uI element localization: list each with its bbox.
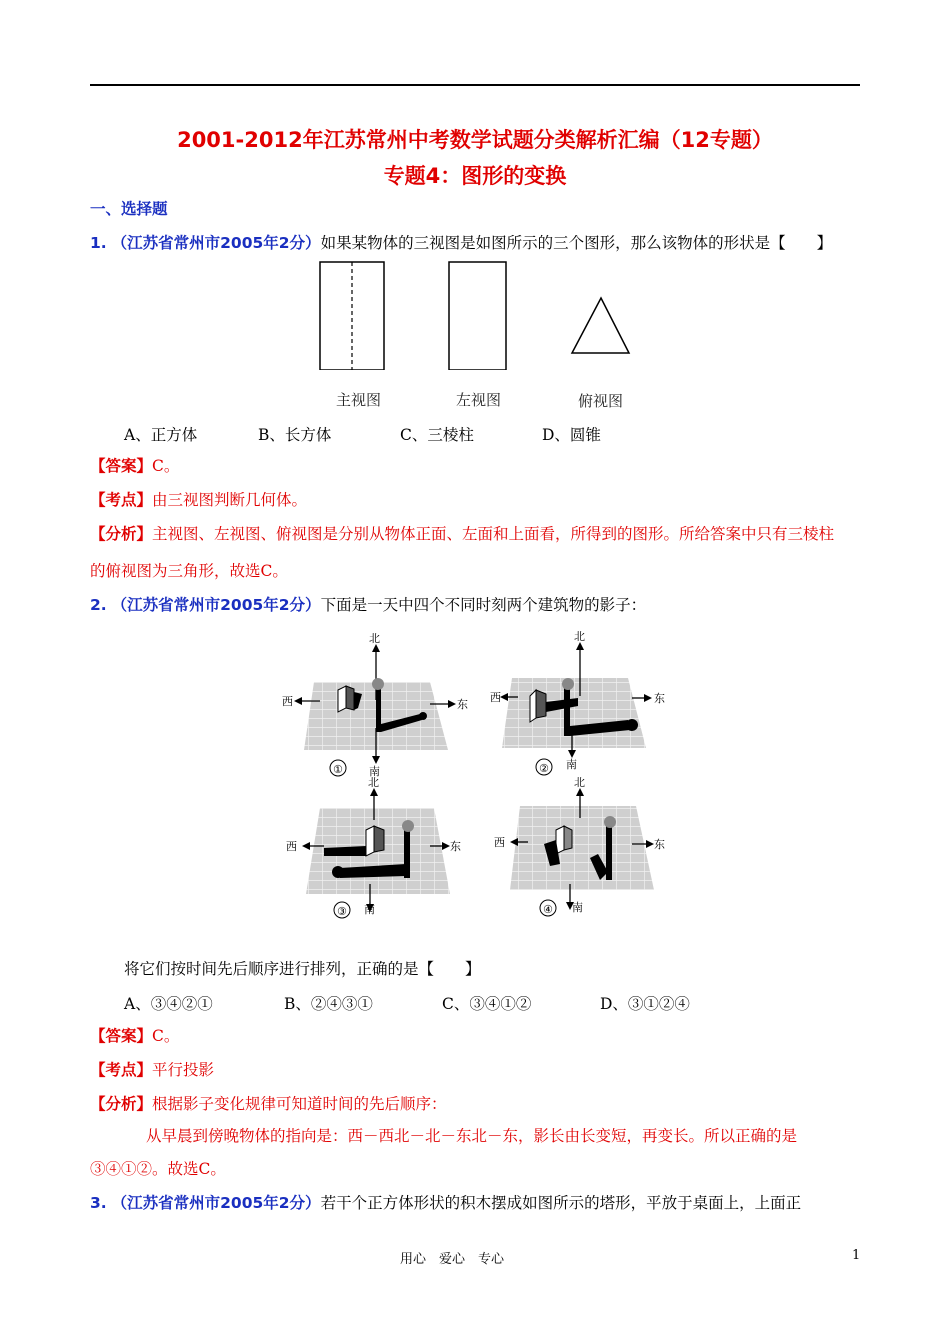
panel-3-north-label: 北 [368,776,379,789]
q3-text: 若干个正方体形状的积木摆成如图所示的塔形，平放于桌面上，上面正 [320,1194,802,1212]
q1-text: 如果某物体的三视图是如图所示的三个图形，那么该物体的形状是【 】 [320,234,833,252]
q3-source: （江苏省常州市2005年2分） [111,1194,321,1212]
panel-2-west-label: 西 [490,691,501,704]
q2-source: （江苏省常州市2005年2分） [111,596,321,614]
q2-text: 下面是一天中四个不同时刻两个建筑物的影子： [320,596,647,614]
q1-stem [90,232,832,254]
panel-4-south-label: 南 [572,901,583,914]
panel-2-south-label: 南 [566,758,577,771]
q2-analysis-line3: ③④①②。故选C。 [90,1160,226,1178]
document-title: 2001-2012年江苏常州中考数学试题分类解析汇编（12专题） [177,128,773,152]
panel-4-number: ④ [543,903,553,916]
q2-answer [90,1025,179,1047]
panel-3-east-label: 东 [450,840,461,853]
panel-2-north-label: 北 [574,630,585,643]
panel-1-west-label: 西 [282,695,293,708]
q2-analysis-label: 【分析】 [90,1095,153,1113]
panel-1-north-label: 北 [369,632,380,645]
top-view-triangle [572,298,629,353]
q2-answer-label: 【答案】 [90,1027,153,1045]
q3-number: 3. [90,1194,107,1212]
q2-prompt: 将它们按时间先后顺序进行排列，正确的是【 】 [124,960,481,978]
front-view-label: 主视图 [336,391,382,409]
panel-4-east-label: 东 [654,838,665,851]
q1-analysis-line2: 的俯视图为三角形，故选C。 [90,562,288,580]
q1-answer-value: C。 [152,457,180,475]
q1-analysis [90,523,834,545]
q1-option-b: B、长方体 [258,426,332,444]
q1-answer-label: 【答案】 [90,457,153,475]
q2-stem [90,594,646,616]
q1-point [90,489,307,511]
q2-analysis [90,1093,447,1115]
panel-3-south-label: 南 [364,903,375,916]
panel-2 [490,630,665,775]
q2-point [90,1059,214,1081]
panel-1-east-label: 东 [457,698,468,711]
q2-shadow-figure [280,628,680,928]
q1-option-d: D、圆锥 [542,426,601,444]
q1-point-label: 【考点】 [90,491,153,509]
left-view-rect [449,262,506,370]
q1-answer [90,455,179,477]
panel-1 [282,632,468,778]
q2-point-value: 平行投影 [152,1061,215,1079]
q1-three-views-figure [300,255,660,370]
panel-2-ground [502,678,646,748]
q1-point-value: 由三视图判断几何体。 [152,491,308,509]
q2-analysis-line1: 根据影子变化规律可知道时间的先后顺序： [152,1095,447,1113]
q2-answer-value: C。 [152,1027,180,1045]
panel-4-west-label: 西 [494,836,505,849]
q3-stem [90,1192,801,1214]
q2-option-a: A、③④②① [124,995,213,1013]
panel-1-south-label: 南 [369,765,380,778]
header-rule [90,84,860,86]
q1-number: 1. [90,234,107,252]
panel-2-east-label: 东 [654,692,665,705]
q2-point-label: 【考点】 [90,1061,153,1079]
panel-4-north-label: 北 [574,776,585,789]
panel-3-number: ③ [337,905,347,918]
q2-option-b: B、②④③① [284,995,373,1013]
panel-1-number: ① [333,763,343,776]
q2-option-c: C、③④①② [442,995,532,1013]
panel-3-west-label: 西 [286,840,297,853]
panel-4 [494,776,665,916]
left-view-label: 左视图 [456,391,502,409]
document-subtitle: 专题4：图形的变换 [383,164,567,188]
panel-4-ground [510,806,654,890]
q1-option-a: A、正方体 [124,426,198,444]
q2-option-d: D、③①②④ [600,995,690,1013]
q1-analysis-line1: 主视图、左视图、俯视图是分别从物体正面、左面和上面看，所得到的图形。所给答案中只有三棱柱 [152,525,835,543]
section-heading: 一、选择题 [90,200,168,218]
top-view-label: 俯视图 [578,392,624,410]
panel-2-number: ② [539,762,549,775]
page-number: 1 [852,1248,861,1263]
q1-option-c: C、三棱柱 [400,426,474,444]
footer-motto: 用心 爱心 专心 [400,1252,505,1267]
q1-analysis-label: 【分析】 [90,525,153,543]
q2-number: 2. [90,596,107,614]
q2-analysis-line2: 从早晨到傍晚物体的指向是：西－西北－北－东北－东，影长由长变短，再变长。所以正确的是 [146,1127,798,1145]
panel-3 [286,776,461,918]
q1-source: （江苏省常州市2005年2分） [111,234,321,252]
